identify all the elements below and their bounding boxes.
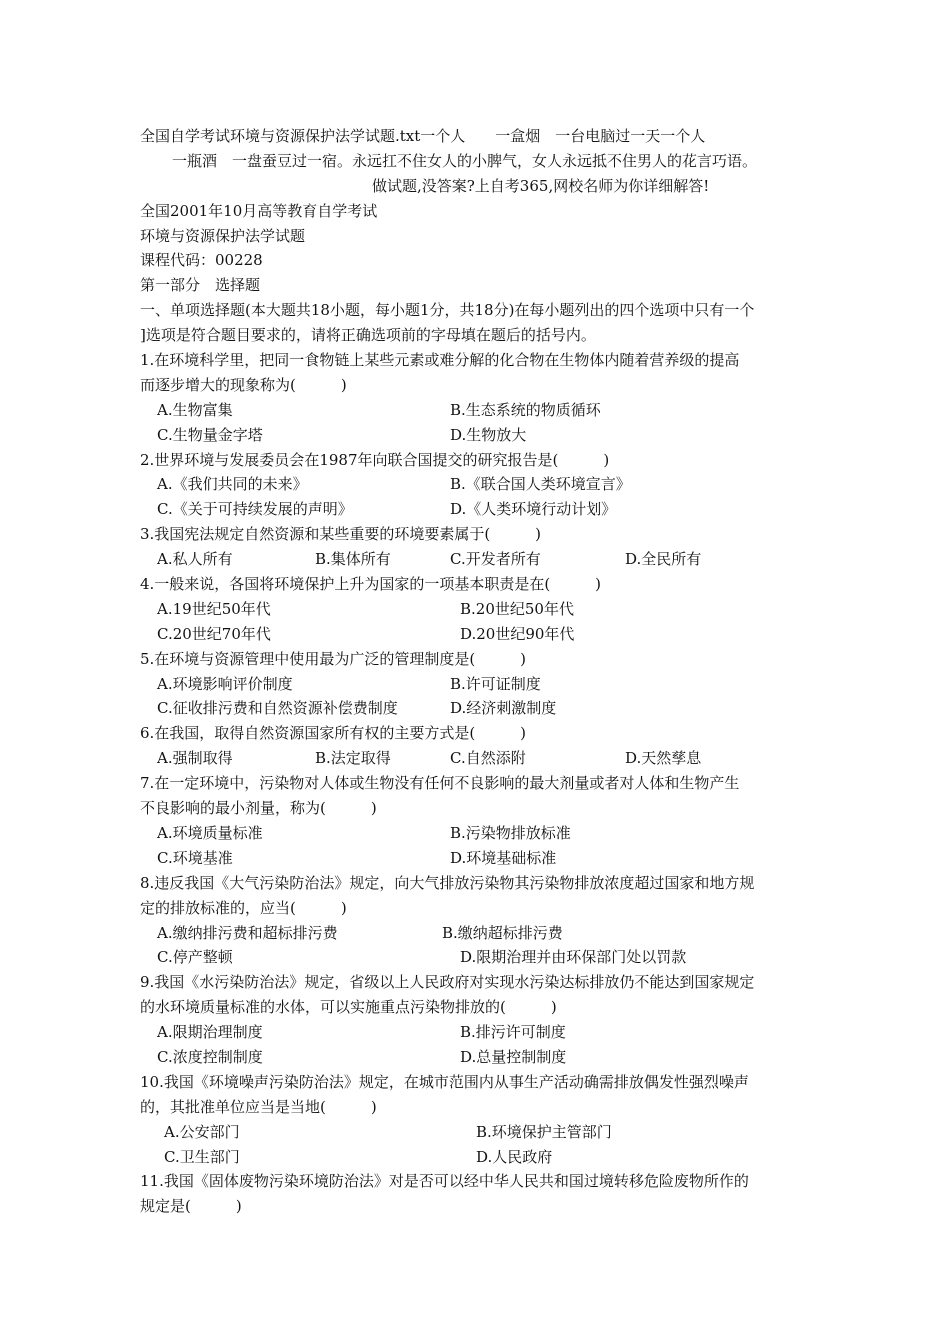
question-text-line: 的水环境质量标准的水体，可以实施重点污染物排放的( ) <box>140 998 557 1017</box>
part-heading: 第一部分 选择题 <box>140 276 261 295</box>
question-text-line: 8.违反我国《大气污染防治法》规定，向大气排放污染物其污染物排放浓度超过国家和地方规 <box>140 873 755 892</box>
question-10 <box>140 1070 820 1170</box>
answer-option: D.20世纪90年代 <box>460 624 575 643</box>
answer-option: C.征收排污费和自然资源补偿费制度 <box>157 699 398 718</box>
answer-option: B.排污许可制度 <box>460 1023 566 1042</box>
answer-option: C.生物量金字塔 <box>157 425 263 444</box>
options-row <box>140 1020 820 1045</box>
options-row <box>140 1120 820 1145</box>
question-text-line: 不良影响的最小剂量，称为( ) <box>140 799 377 818</box>
answer-option: C.20世纪70年代 <box>157 624 271 643</box>
options-row <box>140 846 820 871</box>
instruction-line-2: ]选项是符合题目要求的，请将正确选项前的字母填在题后的括号内。 <box>140 326 596 345</box>
question-text-line: 而逐步增大的现象称为( ) <box>140 375 347 394</box>
answer-option: D.限期治理并由环保部门处以罚款 <box>460 948 687 967</box>
answer-option: C.开发者所有 <box>450 550 541 569</box>
answer-option: D.全民所有 <box>625 550 702 569</box>
answer-option: A.公安部门 <box>164 1122 240 1141</box>
options-row <box>140 398 820 423</box>
answer-option: B.《联合国人类环境宣言》 <box>450 475 631 494</box>
options-row <box>140 1145 820 1170</box>
options-row <box>140 547 820 572</box>
answer-option: B.生态系统的物质循环 <box>450 400 601 419</box>
question-text-line: 5.在环境与资源管理中使用最为广泛的管理制度是( ) <box>140 649 527 668</box>
question-text-line: 定的排放标准的，应当( ) <box>140 898 347 917</box>
question-1 <box>140 348 820 448</box>
answer-option: C.浓度控制制度 <box>157 1047 263 1066</box>
options-row <box>140 423 820 448</box>
course-code: 课程代码：00228 <box>140 251 263 270</box>
header-line-1: 全国自学考试环境与资源保护法学试题.txt一个人 一盒烟 一台电脑过一天一个人 <box>140 127 706 145</box>
question-text-line: 11.我国《固体废物污染环境防治法》对是否可以经中华人民共和国过境转移危险废物所作的 <box>140 1172 749 1191</box>
question-text-line: 3.我国宪法规定自然资源和某些重要的环境要素属于( ) <box>140 525 542 544</box>
answer-option: B.许可证制度 <box>450 674 541 693</box>
answer-option: D.经济刺激制度 <box>450 699 557 718</box>
answer-option: D.《人类环境行动计划》 <box>450 500 617 519</box>
answer-option: B.集体所有 <box>315 550 391 569</box>
options-row <box>140 672 820 697</box>
answer-option: B.缴纳超标排污费 <box>442 923 563 942</box>
options-row <box>140 622 820 647</box>
question-8 <box>140 871 820 971</box>
options-row <box>140 746 820 771</box>
answer-option: D.生物放大 <box>450 425 527 444</box>
question-5 <box>140 647 820 722</box>
answer-option: A.强制取得 <box>157 749 233 768</box>
answer-option: C.《关于可持续发展的声明》 <box>157 500 353 519</box>
answer-option: A.19世纪50年代 <box>157 599 271 618</box>
options-row <box>140 472 820 497</box>
question-9 <box>140 970 820 1070</box>
question-text-line: 7.在一定环境中，污染物对人体或生物没有任何不良影响的最大剂量或者对人体和生物产生 <box>140 774 740 793</box>
answer-option: C.自然添附 <box>450 749 526 768</box>
options-row <box>140 597 820 622</box>
answer-option: A.缴纳排污费和超标排污费 <box>157 923 338 942</box>
answer-option: D.人民政府 <box>476 1147 553 1166</box>
question-text-line: 1.在环境科学里，把同一食物链上某些元素或难分解的化合物在生物体内随着营养级的提高 <box>140 351 740 370</box>
answer-option: A.环境影响评价制度 <box>157 674 293 693</box>
question-text-line: 规定是( ) <box>140 1197 242 1216</box>
options-row <box>140 696 820 721</box>
answer-option: A.私人所有 <box>157 550 233 569</box>
question-text-line: 10.我国《环境噪声污染防治法》规定，在城市范围内从事生产活动确需排放偶发性强烈噪声 <box>140 1072 749 1091</box>
question-2 <box>140 448 820 523</box>
question-4 <box>140 572 820 647</box>
answer-option: B.20世纪50年代 <box>460 599 574 618</box>
instruction-line-1: 一、单项选择题(本大题共18小题，每小题1分，共18分)在每小题列出的四个选项中只有一个 <box>140 301 755 320</box>
answer-option: A.生物富集 <box>157 400 233 419</box>
question-6 <box>140 721 820 771</box>
question-3 <box>140 522 820 572</box>
question-list <box>140 348 820 1219</box>
question-11 <box>140 1169 820 1219</box>
answer-option: C.卫生部门 <box>164 1147 240 1166</box>
header-line-3: 做试题,没答案?上自考365,网校名师为你详细解答! <box>372 176 710 195</box>
answer-option: A.限期治理制度 <box>157 1023 263 1042</box>
answer-option: A.《我们共同的未来》 <box>157 475 308 494</box>
answer-option: D.天然孳息 <box>625 749 702 768</box>
answer-option: C.停产整顿 <box>157 948 233 967</box>
question-text-line: 6.在我国，取得自然资源国家所有权的主要方式是( ) <box>140 724 527 743</box>
exam-title-2: 环境与资源保护法学试题 <box>140 226 306 245</box>
document-page <box>140 124 820 1219</box>
question-text-line: 的，其批准单位应当是当地( ) <box>140 1097 377 1116</box>
options-row <box>140 945 820 970</box>
exam-title-1: 全国2001年10月高等教育自学考试 <box>140 201 378 220</box>
answer-option: B.法定取得 <box>315 749 391 768</box>
options-row <box>140 821 820 846</box>
answer-option: B.污染物排放标准 <box>450 823 571 842</box>
answer-option: C.环境基准 <box>157 848 233 867</box>
answer-option: D.环境基础标准 <box>450 848 557 867</box>
header-line-2: 一瓶酒 一盘蚕豆过一宿。永远扛不住女人的小脾气，女人永远抵不住男人的花言巧语。 <box>172 151 758 170</box>
answer-option: A.环境质量标准 <box>157 823 263 842</box>
options-row <box>140 1045 820 1070</box>
question-7 <box>140 771 820 871</box>
question-text-line: 2.世界环境与发展委员会在1987年向联合国提交的研究报告是( ) <box>140 450 610 469</box>
answer-option: D.总量控制制度 <box>460 1047 567 1066</box>
options-row <box>140 497 820 522</box>
answer-option: B.环境保护主管部门 <box>476 1122 612 1141</box>
question-text-line: 9.我国《水污染防治法》规定，省级以上人民政府对实现水污染达标排放仍不能达到国家规定 <box>140 973 755 992</box>
options-row <box>140 921 820 946</box>
question-text-line: 4.一般来说，各国将环境保护上升为国家的一项基本职责是在( ) <box>140 575 602 594</box>
